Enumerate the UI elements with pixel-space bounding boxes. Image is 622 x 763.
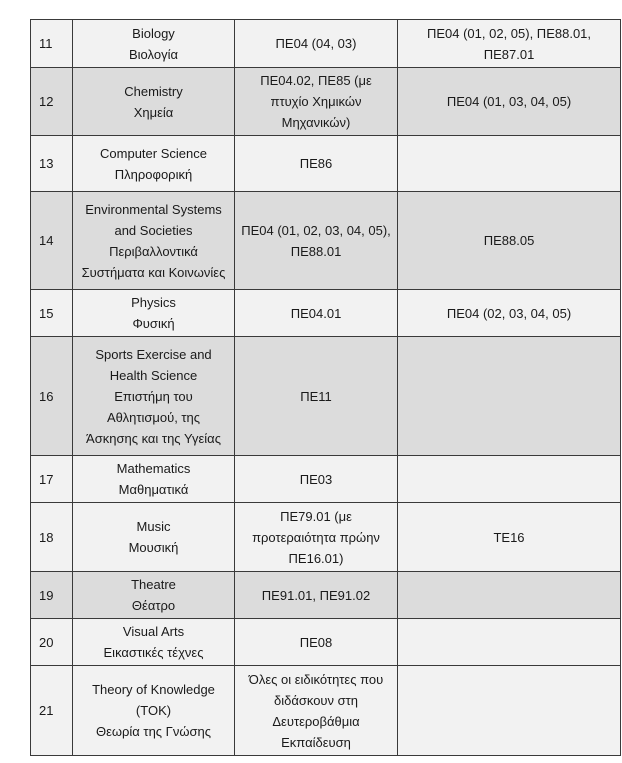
row-number: 11	[31, 20, 73, 68]
subject-cell	[73, 68, 235, 136]
subject-cell-line: Music	[136, 519, 171, 534]
subject-cell-line: Θεωρία της Γνώσης	[95, 724, 212, 739]
subject-cell-line: Περιβαλλοντικά	[109, 243, 198, 259]
secondary-specialty-cell-line: ΠΕ87.01	[483, 46, 535, 62]
primary-specialty-cell	[235, 619, 398, 666]
subjects-table	[30, 19, 621, 756]
secondary-specialty-cell	[398, 572, 621, 619]
primary-specialty-cell	[235, 192, 398, 290]
secondary-specialty-cell	[398, 136, 621, 192]
subject-cell-line: Mathematics	[116, 461, 191, 476]
subject-cell	[73, 290, 235, 337]
subject-cell-line: (TOK)	[135, 703, 172, 718]
primary-specialty-cell	[235, 337, 398, 456]
subject-cell-line: Βιολογία	[129, 46, 178, 62]
secondary-specialty-cell-line: ΠΕ88.05	[483, 233, 535, 248]
table-row	[31, 290, 621, 337]
subject-cell-line: Πληροφορική	[114, 166, 193, 182]
secondary-specialty-cell	[398, 337, 621, 456]
subject-cell-line: Biology	[132, 25, 175, 41]
secondary-specialty-cell	[398, 503, 621, 572]
table-row	[31, 20, 621, 68]
subject-cell-line: Συστήματα και Κοινωνίες	[81, 264, 226, 280]
primary-specialty-cell-line: Εκπαίδευση	[281, 734, 351, 750]
primary-specialty-cell	[235, 503, 398, 572]
row-number: 19	[31, 572, 73, 619]
subject-cell	[73, 456, 235, 503]
primary-specialty-cell-line: Μηχανικών)	[281, 115, 351, 130]
secondary-specialty-cell-line: ΤΕ16	[493, 529, 525, 545]
primary-specialty-cell	[235, 290, 398, 337]
subject-cell-line: Μουσική	[128, 540, 179, 555]
table-row	[31, 192, 621, 290]
table-row	[31, 456, 621, 503]
subject-cell-line: Computer Science	[100, 145, 207, 161]
row-number: 14	[31, 192, 73, 290]
primary-specialty-cell-line: ΠΕ04 (01, 02, 03, 04, 05),	[241, 222, 391, 238]
table-row	[31, 337, 621, 456]
subject-cell	[73, 20, 235, 68]
primary-specialty-cell-line: προτεραιότητα πρώην	[252, 529, 380, 545]
table-row	[31, 572, 621, 619]
primary-specialty-cell	[235, 666, 398, 756]
primary-specialty-cell-line: πτυχίο Χημικών	[270, 94, 362, 109]
row-number: 15	[31, 290, 73, 337]
secondary-specialty-cell	[398, 456, 621, 503]
primary-specialty-cell-line: Όλες οι ειδικότητες που	[248, 671, 384, 687]
primary-specialty-cell-line: ΠΕ04.02, ΠΕ85 (με	[260, 73, 372, 88]
subject-cell-line: Theory of Knowledge	[92, 682, 215, 697]
secondary-specialty-cell-line: ΠΕ04 (01, 03, 04, 05)	[446, 94, 572, 109]
primary-specialty-cell-line: ΠΕ11	[300, 388, 332, 404]
subject-cell	[73, 192, 235, 290]
subject-cell	[73, 619, 235, 666]
primary-specialty-cell-line: Δευτεροβάθμια	[272, 713, 360, 729]
primary-specialty-cell	[235, 456, 398, 503]
subject-cell-line: Sports Exercise and	[95, 346, 212, 362]
subject-cell	[73, 666, 235, 756]
primary-specialty-cell	[235, 20, 398, 68]
table-row	[31, 136, 621, 192]
secondary-specialty-cell-line: ΠΕ04 (02, 03, 04, 05)	[446, 305, 572, 321]
row-number: 20	[31, 619, 73, 666]
primary-specialty-cell-line: ΠΕ04 (04, 03)	[275, 36, 357, 51]
subject-cell-line: Επιστήμη του	[114, 388, 193, 404]
primary-specialty-cell	[235, 136, 398, 192]
table-row	[31, 619, 621, 666]
row-number: 12	[31, 68, 73, 136]
subject-cell-line: Φυσική	[132, 316, 175, 331]
subject-cell-line: Αθλητισμού, της	[106, 409, 201, 425]
row-number: 21	[31, 666, 73, 756]
subject-cell-line: Εικαστικές τέχνες	[103, 645, 204, 660]
secondary-specialty-cell	[398, 68, 621, 136]
secondary-specialty-cell-line: ΠΕ04 (01, 02, 05), ΠΕ88.01,	[426, 25, 592, 41]
subject-cell-line: Physics	[131, 295, 176, 310]
subject-cell-line: Theatre	[131, 577, 176, 592]
primary-specialty-cell-line: ΠΕ03	[299, 471, 333, 487]
primary-specialty-cell-line: ΠΕ79.01 (με	[280, 508, 352, 524]
row-number: 17	[31, 456, 73, 503]
table-row	[31, 68, 621, 136]
secondary-specialty-cell	[398, 619, 621, 666]
primary-specialty-cell-line: ΠΕ08	[299, 634, 333, 650]
subject-cell	[73, 337, 235, 456]
primary-specialty-cell-line: ΠΕ86	[299, 156, 333, 171]
primary-specialty-cell-line: ΠΕ88.01	[290, 243, 342, 259]
subject-cell	[73, 503, 235, 572]
secondary-specialty-cell	[398, 666, 621, 756]
row-number: 18	[31, 503, 73, 572]
subject-cell-line: Chemistry	[124, 83, 183, 99]
secondary-specialty-cell	[398, 192, 621, 290]
row-number: 16	[31, 337, 73, 456]
primary-specialty-cell	[235, 572, 398, 619]
subject-cell-line: Environmental Systems	[85, 201, 222, 217]
subject-cell-line: Health Science	[109, 367, 198, 383]
subject-cell-line: Άσκησης και της Υγείας	[86, 430, 221, 446]
primary-specialty-cell	[235, 68, 398, 136]
primary-specialty-cell-line: ΠΕ91.01, ΠΕ91.02	[261, 587, 371, 603]
table-row	[31, 666, 621, 756]
subject-cell-line: Μαθηματικά	[118, 482, 189, 497]
subject-cell-line: Visual Arts	[122, 624, 185, 639]
table-row	[31, 503, 621, 572]
subject-cell	[73, 572, 235, 619]
primary-specialty-cell-line: διδάσκουν στη	[273, 692, 359, 708]
subject-cell	[73, 136, 235, 192]
subject-cell-line: and Societies	[114, 222, 193, 238]
subject-cell-line: Χημεία	[133, 104, 174, 120]
row-number: 13	[31, 136, 73, 192]
primary-specialty-cell-line: ΠΕ04.01	[290, 305, 342, 321]
primary-specialty-cell-line: ΠΕ16.01)	[288, 550, 344, 566]
secondary-specialty-cell	[398, 20, 621, 68]
secondary-specialty-cell	[398, 290, 621, 337]
subject-cell-line: Θέατρο	[131, 598, 176, 613]
